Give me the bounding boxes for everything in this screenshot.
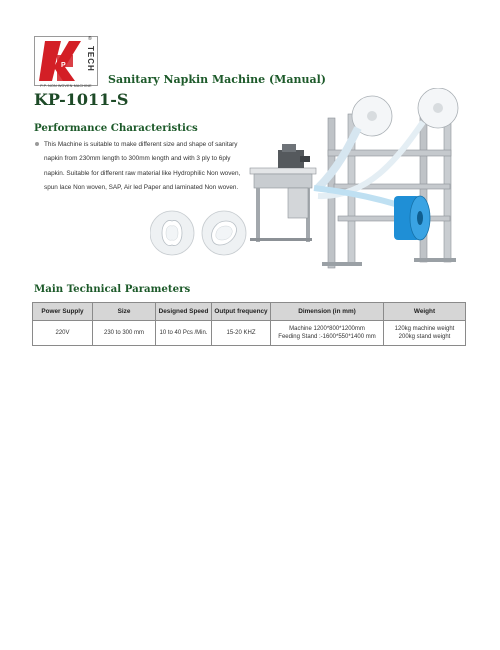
napkin-pads-image [150,209,250,257]
col-dimension: Dimension (in mm) [271,303,384,321]
col-weight: Weight [384,303,466,321]
cell-power: 220V [33,321,93,346]
performance-text: This Machine is suitable to make different size and shape of sanitary napkin from 230mm length to 300mm length and with 3 ply to 6ply napkin. Suitable for different raw material like Hydrophilic Non woven, spun lace Non woven, SAP, Air led Paper and laminated Non woven. [44,141,241,191]
cell-dimension [271,321,384,346]
registered-mark: ® [88,36,92,42]
cell-frequency: 15-20 KHZ [212,321,271,346]
svg-text:P: P [61,62,66,69]
machine-image [248,88,470,270]
logo-side-text: TECH [86,46,95,72]
table-row [33,321,466,346]
col-size: Size [93,303,156,321]
weight-machine: 120kg machine weight [394,326,455,332]
dimension-feeding-stand: Feeding Stand :-1600*550*1400 mm [278,334,376,340]
bullet-icon [35,142,39,146]
performance-heading: Performance Characteristics [34,122,198,134]
product-title: Sanitary Napkin Machine (Manual) [108,73,326,86]
col-output-frequency: Output frequency [212,303,271,321]
logo-tagline: P.P. NON WOVEN MACHINE [40,84,92,88]
product-model: KP-1011-S [34,90,129,109]
dimension-machine: Machine 1200*800*1200mm [289,326,365,332]
col-designed-speed: Designed Speed [156,303,212,321]
col-power-supply: Power Supply [33,303,93,321]
cell-weight [384,321,466,346]
cell-size: 230 to 300 mm [93,321,156,346]
parameters-heading: Main Technical Parameters [34,283,191,295]
table-header-row [33,303,466,321]
parameters-table [32,302,466,346]
cell-speed: 10 to 40 Pcs /Min. [156,321,212,346]
weight-stand: 200kg stand weight [398,334,451,340]
